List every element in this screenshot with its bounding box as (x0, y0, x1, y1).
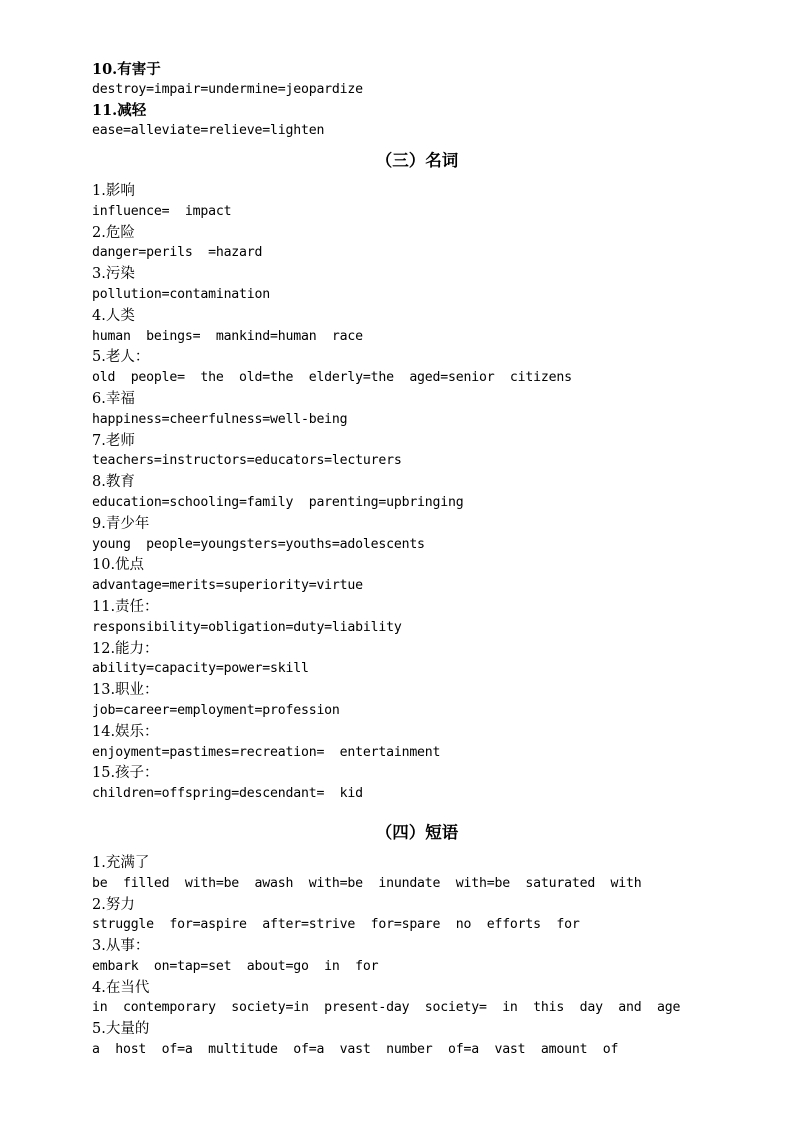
list-item (92, 722, 722, 764)
list-item (92, 1019, 722, 1061)
entry-synonyms: embark on=tap=set about=go in for (92, 958, 379, 974)
entry-label: 9.青少年 (92, 515, 150, 532)
entry-label: 4.在当代 (92, 979, 150, 996)
entry-label: 4.人类 (92, 307, 135, 324)
entry-label: 5.老人： (92, 349, 150, 366)
entry-label: 7.老师 (92, 432, 135, 449)
entry-synonyms: influence= impact (92, 203, 232, 219)
entry-label: 6.幸福 (92, 390, 135, 407)
entry-synonyms: advantage=merits=superiority=virtue (92, 578, 363, 594)
entry-synonyms: in contemporary society=in present-day society= in this day and age (92, 1000, 681, 1016)
list-item (92, 223, 722, 265)
list-item (92, 978, 722, 1020)
list-item (92, 389, 722, 431)
entry-synonyms: old people= the old=the elderly=the aged=senior citizens (92, 370, 572, 386)
list-item (92, 431, 722, 473)
entry-label: 11.责任： (92, 598, 159, 615)
entry-synonyms: human beings= mankind=human race (92, 328, 363, 344)
entry-synonyms: job=career=employment=profession (92, 702, 340, 718)
list-item (92, 895, 722, 937)
entry-label: 8.教育 (92, 474, 135, 491)
entry-synonyms: happiness=cheerfulness=well-being (92, 411, 348, 427)
list-item (92, 639, 722, 681)
list-item (92, 60, 722, 101)
entry-synonyms: responsibility=obligation=duty=liability (92, 619, 402, 635)
entry-synonyms: a host of=a multitude of=a vast number of=a vast amount of (92, 1042, 619, 1058)
list-item (92, 306, 722, 348)
list-item (92, 853, 722, 895)
list-item (92, 264, 722, 306)
list-item (92, 347, 722, 389)
entry-label: 15.孩子： (92, 765, 159, 782)
document-page (92, 60, 722, 1061)
entry-label: 10.优点 (92, 557, 145, 574)
list-item (92, 472, 722, 514)
entry-synonyms: ability=capacity=power=skill (92, 661, 309, 677)
list-item (92, 763, 722, 805)
entry-synonyms: education=schooling=family parenting=upbringing (92, 494, 464, 510)
entry-synonyms: enjoyment=pastimes=recreation= entertainment (92, 744, 441, 760)
list-item (92, 101, 722, 142)
entry-label: 10.有害于 (92, 61, 161, 78)
entry-synonyms: young people=youngsters=youths=adolescents (92, 536, 425, 552)
verbs-section-tail (92, 60, 722, 141)
entry-label: 13.职业： (92, 682, 159, 699)
entry-synonyms: children=offspring=descendant= kid (92, 786, 363, 802)
entry-label: 1.影响 (92, 183, 135, 199)
list-item (92, 936, 722, 978)
entry-synonyms: be filled with=be awash with=be inundate with=be saturated with (92, 875, 642, 891)
entry-synonyms: pollution=contamination (92, 286, 271, 302)
entry-label: 12.能力： (92, 640, 159, 657)
entry-synonyms: danger=perils =hazard (92, 245, 263, 261)
entry-label: 11.减轻 (92, 101, 147, 119)
list-item (92, 680, 722, 722)
entry-label: 5.大量的 (92, 1021, 150, 1038)
nouns-section (92, 181, 722, 805)
entry-synonyms: struggle for=aspire after=strive for=spare no efforts for (92, 917, 580, 933)
list-item (92, 514, 722, 556)
entry-label: 1.充满了 (92, 854, 150, 871)
list-item (92, 181, 722, 223)
entry-synonyms: ease=alleviate=relieve=lighten (92, 122, 325, 138)
entry-label: 2.努力 (92, 896, 135, 913)
entry-synonyms: destroy=impair=undermine=jeopardize (92, 82, 363, 97)
entry-label: 2.危险 (92, 224, 135, 241)
entry-synonyms: teachers=instructors=educators=lecturers (92, 453, 402, 469)
entry-label: 3.污染 (92, 266, 135, 283)
section-heading-phrases: （四）短语 (375, 822, 459, 842)
entry-label: 14.娱乐： (92, 723, 159, 740)
list-item (92, 555, 722, 597)
list-item (92, 597, 722, 639)
phrases-section (92, 853, 722, 1061)
section-heading-nouns: （三）名词 (375, 151, 459, 170)
entry-label: 3.从事： (92, 938, 150, 955)
